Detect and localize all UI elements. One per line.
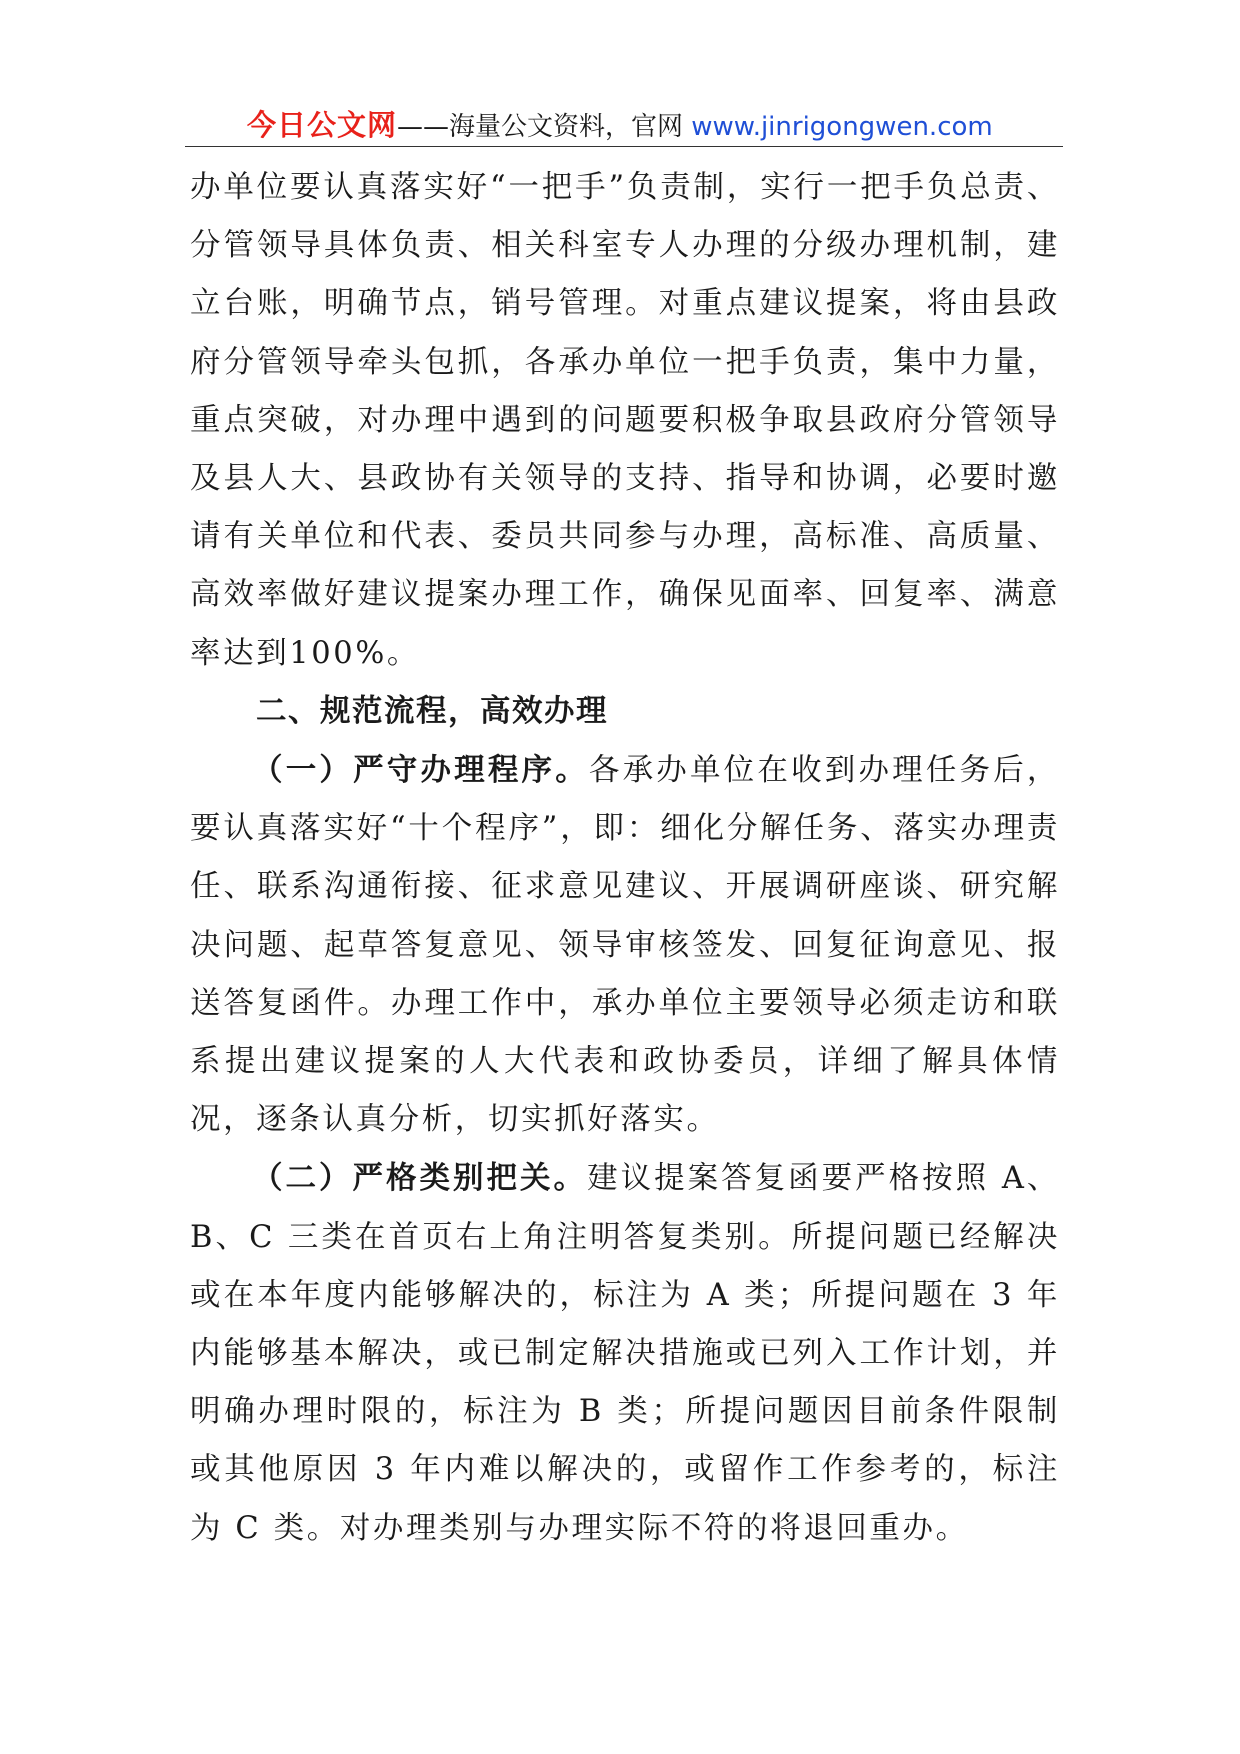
header-line bbox=[247, 108, 993, 144]
page-header bbox=[185, 104, 1063, 147]
site-url-link[interactable]: www.jinrigongwen.com bbox=[691, 112, 993, 142]
subsection-1-title: （一）严守办理程序。 bbox=[252, 752, 589, 789]
paragraph-continued: 办单位要认真落实好“一把手”负责制，实行一把手负总责、分管领导具体负责、相关科室专人办理的分级办理机制，建立台账，明确节点，销号管理。对重点建议提案，将由县政府分管领导牵头包抓，各承办单位一把手负责，集中力量，重点突破，对办理中遇到的问题要积极争取县政府分管领导及县人大、县政协有关领导的支持、指导和协调，必要时邀请有关单位和代表、委员共同参与办理，高标准、高质量、高效率做好建议提案办理工作，确保见面率、回复率、满意率达到100%。 bbox=[190, 170, 1060, 671]
section-heading: 二、规范流程，高效办理 bbox=[256, 693, 608, 729]
subsection-2-title: （二）严格类别把关。 bbox=[252, 1160, 588, 1197]
document-body bbox=[190, 159, 1060, 1558]
subsection-2-text: 建议提案答复函要严格按照 A、B、C 三类在首页右上角注明答复类别。所提问题已经解决或在本年度内能够解决的，标注为 A 类；所提问题在 3 年内能够基本解决，或已制定解决措施或已列入工作计划，并明确办理时限的，标注为 B 类；所提问题因目前条件限制或其他原因 3 年内难以解决的，或留作工作参考的，标注为 C 类。对办理类别与办理实际不符的将退回重办。 bbox=[190, 1161, 1060, 1546]
subsection-2 bbox=[190, 1149, 1060, 1557]
subsection-1 bbox=[190, 741, 1060, 1149]
header-tagline: ——海量公文资料，官网 bbox=[397, 112, 692, 142]
brand-name: 今日公文网 bbox=[247, 108, 398, 142]
subsection-1-text: 各承办单位在收到办理任务后，要认真落实好“十个程序”，即：细化分解任务、落实办理责任、联系沟通衔接、征求意见建议、开展调研座谈、研究解决问题、起草答复意见、领导审核签发、回复征询意见、报送答复函件。办理工作中，承办单位主要领导必须走访和联系提出建议提案的人大代表和政协委员，详细了解具体情况，逐条认真分析，切实抓好落实。 bbox=[190, 753, 1061, 1138]
